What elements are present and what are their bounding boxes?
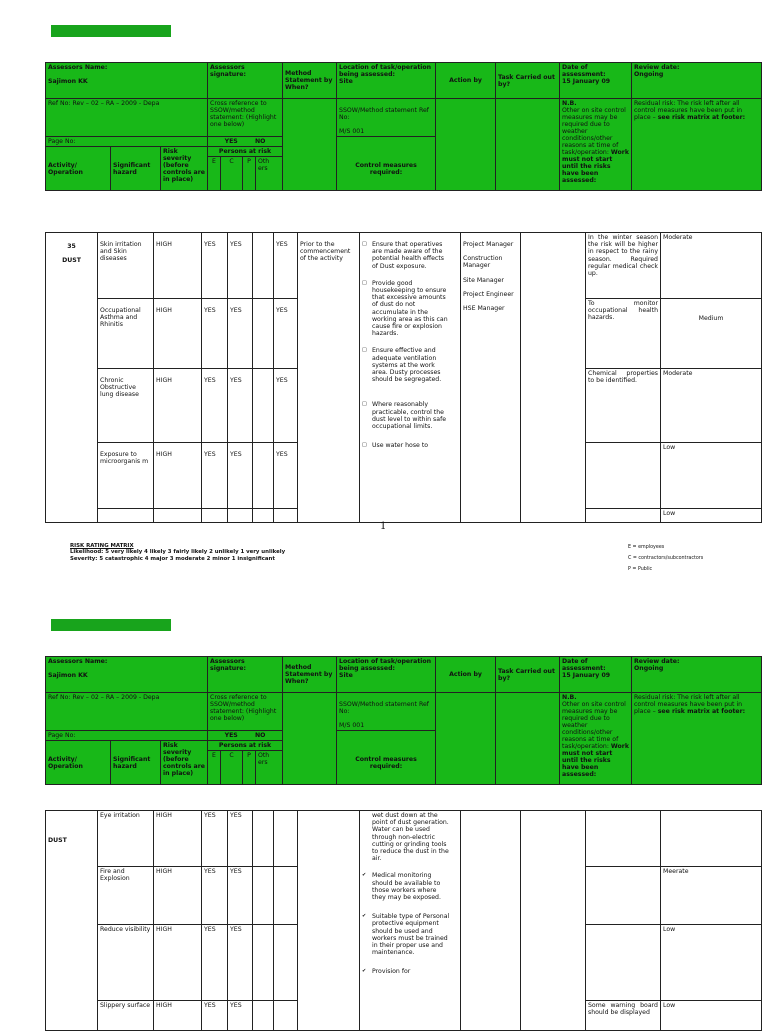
- residual-risk: Moderate: [661, 369, 762, 443]
- assessors-name-cell: [46, 657, 208, 693]
- page-no: Page No:: [46, 731, 208, 741]
- activity-label: Activity/ Operation: [46, 741, 111, 785]
- task-note: [586, 925, 661, 1001]
- e-value: YES: [202, 925, 228, 1001]
- others-value: YES: [274, 233, 298, 299]
- risk-matrix-title: RISK RATING MATRIX: [70, 543, 134, 549]
- control-item: ✔ Suitable type of Personal protective equipment should be used and workers must be trained in their proper use and maintenance.: [362, 913, 450, 957]
- action-by-item: Project Manager: [463, 241, 514, 248]
- cross-ref: Cross reference to SSOW/method statement: (Highlight one below): [208, 693, 283, 731]
- ssow-ref: SSOW/Method statement Ref No:: [339, 701, 429, 715]
- assessors-name: Sajimon KK: [48, 78, 88, 85]
- task-note: [586, 867, 661, 925]
- assessors-signature-label: Assessors signature:: [208, 63, 283, 99]
- residual-risk: Low: [661, 509, 762, 523]
- controls-cell: [360, 233, 461, 523]
- page1-header-table: [45, 62, 762, 191]
- assessors-name-cell: [46, 63, 208, 99]
- nb-text: Other on site control measures may be required due to weather conditions/other reasons at time of task/operation:: [562, 107, 626, 156]
- col-c: C: [221, 157, 243, 191]
- ms-ref: M/S 001: [339, 722, 365, 729]
- control-item: ✔ Medical monitoring should be available to those workers where they may be exposed.: [362, 872, 441, 902]
- residual-risk: Low: [661, 443, 762, 509]
- severity-text: HIGH: [154, 811, 202, 867]
- control-item: □ Where reasonably practicable, control the dust level to within safe occupational limits.: [362, 401, 447, 431]
- hazard-text: Reduce visibility: [98, 925, 154, 1001]
- residual-risk: Low: [661, 1001, 762, 1031]
- legend-employees: E = employees: [628, 545, 665, 550]
- c-value: YES: [228, 443, 253, 509]
- e-value: YES: [202, 369, 228, 443]
- bullet-box-icon: □: [362, 279, 367, 286]
- severity-text: HIGH: [154, 233, 202, 299]
- control-item: ✔ Provision for: [362, 968, 411, 976]
- col-p: P: [243, 157, 256, 191]
- task-carried-label: Task Carried out by?: [496, 63, 560, 99]
- assessors-signature-label: Assessors signature:: [208, 657, 283, 693]
- method-statement-label: Method Statement by When?: [283, 657, 337, 693]
- hazard-text: Slippery surface: [98, 1001, 154, 1031]
- ref-no: Ref No: Rev – 02 – RA – 2009 - Depa: [46, 693, 208, 731]
- severity-text: HIGH: [154, 1001, 202, 1031]
- control-measures-label: Control measures required:: [337, 731, 436, 785]
- bullet-box-icon: □: [362, 347, 367, 354]
- hazard-text: Eye irritation: [98, 811, 154, 867]
- control-item: □ Provide good housekeeping to ensure that excessive amounts of dust do not accumulate in the working area as this can cause fire or explosion hazards.: [362, 279, 448, 338]
- activity-cell: [46, 233, 98, 523]
- review-cell: [632, 657, 762, 693]
- activity-label: Activity/ Operation: [46, 147, 111, 191]
- c-value: YES: [228, 867, 253, 925]
- residual-text: Residual risk: The risk left after all control measures have been put in place –: [634, 100, 743, 121]
- assessors-name-label: Assessors Name:: [48, 658, 108, 665]
- controls-cell: [360, 811, 461, 1031]
- date-cell: [560, 657, 632, 693]
- task-note: [586, 443, 661, 509]
- c-value: YES: [228, 369, 253, 443]
- c-value: YES: [228, 811, 253, 867]
- page2-header-table: [45, 656, 762, 785]
- review-value: Ongoing: [634, 665, 664, 672]
- ssow-ref: SSOW/Method statement Ref No:: [339, 107, 429, 121]
- severity-text: HIGH: [154, 443, 202, 509]
- nb-cell: [560, 99, 632, 191]
- residual-risk: Low: [661, 925, 762, 1001]
- legend-contractors: C = contractors/subcontractors: [628, 556, 704, 561]
- c-value: YES: [228, 299, 253, 369]
- ref-no: Ref No: Rev – 02 – RA – 2009 - Depa: [46, 99, 208, 137]
- location-label: Location of task/operation being assessed:: [339, 658, 432, 672]
- date-label: Date of assessment:: [562, 658, 606, 672]
- persons-at-risk-label: Persons at risk: [208, 741, 283, 751]
- review-label: Review date:: [634, 64, 680, 71]
- page-no: Page No:: [46, 137, 208, 147]
- control-item: □ Ensure effective and adequate ventilation systems at the work area. Dusty processes should be segregated.: [362, 347, 442, 384]
- page1-body-table: [45, 232, 762, 523]
- task-note: Chemical properties to be identified.: [586, 369, 661, 443]
- risk-matrix-severity: Severity: 5 catastrophic 4 major 3 moderate 2 minor 1 insignificant: [70, 555, 275, 562]
- yes-label: YES: [224, 732, 238, 739]
- col-c: C: [221, 751, 243, 785]
- task-note: Some warning board should be displayed: [586, 1001, 661, 1031]
- bullet-box-icon: □: [362, 401, 367, 408]
- hazard-text: Exposure to microorganis m: [98, 443, 154, 509]
- residual-cell: [632, 99, 762, 191]
- date-cell: [560, 63, 632, 99]
- c-value: YES: [228, 233, 253, 299]
- col-others: Oth ers: [256, 157, 283, 191]
- location-site: Site: [339, 78, 353, 85]
- bullet-box-icon: □: [362, 442, 367, 449]
- checkmark-icon: ✔: [362, 968, 367, 975]
- action-by-label: Action by: [436, 63, 496, 99]
- risk-matrix: [70, 543, 285, 562]
- review-value: Ongoing: [634, 71, 664, 78]
- checkmark-icon: ✔: [362, 913, 367, 920]
- action-by-item: Construction Manager: [463, 255, 503, 270]
- residual-bold: see risk matrix at footer:: [657, 708, 746, 715]
- persons-at-risk-label: Persons at risk: [208, 147, 283, 157]
- checkmark-icon: ✔: [362, 872, 367, 879]
- hazard-text: Chronic Obstructive lung disease: [98, 369, 154, 443]
- task-note: In the winter season the risk will be higher in respect to the rainy season. Required regular medical check up.: [586, 233, 661, 299]
- hazard-label: Significant hazard: [111, 147, 161, 191]
- location-label: Location of task/operation being assessed:: [339, 64, 432, 78]
- assessors-name: Sajimon KK: [48, 672, 88, 679]
- task-carried-label: Task Carried out by?: [496, 657, 560, 693]
- ms-ref: M/S 001: [339, 128, 365, 135]
- page-number: 1: [380, 521, 387, 532]
- hazard-text: Skin irritation and Skin diseases: [98, 233, 154, 299]
- action-by-item: HSE Manager: [463, 305, 505, 313]
- residual-text: Residual risk: The risk left after all control measures have been put in place –: [634, 694, 743, 715]
- action-by-label: Action by: [436, 657, 496, 693]
- action-by-item: Project Engineer: [463, 290, 514, 298]
- residual-risk: Moderate: [661, 233, 762, 299]
- control-item: □ Ensure that operatives are made aware of the potential health effects of Dust exposure.: [362, 241, 444, 270]
- others-value: YES: [274, 299, 298, 369]
- no-label: NO: [255, 138, 266, 145]
- task-note: To monitor occupational health hazards.: [586, 299, 661, 369]
- persons-legend: [628, 542, 703, 575]
- location-cell: [337, 63, 436, 99]
- cross-ref: Cross reference to SSOW/method statement: (Highlight one below): [208, 99, 283, 137]
- timing-text: Prior to the commencement of the activity: [298, 233, 360, 523]
- action-by-item: Site Manager: [463, 276, 504, 284]
- col-others: Oth ers: [256, 751, 283, 785]
- no-label: NO: [255, 732, 266, 739]
- method-statement-label: Method Statement by When?: [283, 63, 337, 99]
- nb-cell: [560, 693, 632, 785]
- date-label: Date of assessment:: [562, 64, 606, 78]
- c-value: YES: [228, 925, 253, 1001]
- col-e: E: [208, 751, 221, 785]
- page2-body-table: [45, 810, 762, 1031]
- activity-name: DUST: [62, 257, 81, 265]
- e-value: YES: [202, 1001, 228, 1031]
- risk-matrix-likelihood: Likelihood: 5 very likely 4 likely 3 fairly likely 2 unlikely 1 very unlikely: [70, 549, 286, 556]
- residual-risk: Meerate: [661, 867, 762, 925]
- date-value: 15 January 09: [562, 672, 611, 679]
- yes-label: YES: [224, 138, 238, 145]
- risk-severity-label: Risk severity (before controls are in place): [161, 147, 208, 191]
- risk-severity-label: Risk severity (before controls are in place): [161, 741, 208, 785]
- page1-green-bar: [51, 25, 171, 37]
- review-cell: [632, 63, 762, 99]
- others-value: YES: [274, 369, 298, 443]
- nb-bold: Work must not start until the risks have been assessed:: [562, 149, 629, 184]
- review-label: Review date:: [634, 658, 680, 665]
- e-value: YES: [202, 443, 228, 509]
- ssow-ref-cell: [337, 693, 436, 731]
- page2-green-bar: [51, 619, 171, 631]
- date-value: 15 January 09: [562, 78, 611, 85]
- control-item: wet dust down at the point of dust generation. Water can be used through non-electric cutting or grinding tools to reduce the dust in the air.: [372, 812, 449, 863]
- location-site: Site: [339, 672, 353, 679]
- activity-name: DUST: [48, 837, 67, 844]
- legend-public: P = Public: [628, 567, 653, 572]
- control-measures-label: Control measures required:: [337, 137, 436, 191]
- residual-cell: [632, 693, 762, 785]
- residual-risk: Medium: [661, 299, 762, 369]
- severity-text: HIGH: [154, 867, 202, 925]
- nb-label: N.B.: [562, 694, 577, 701]
- nb-bold: Work must not start until the risks have been assessed:: [562, 743, 629, 778]
- severity-text: HIGH: [154, 925, 202, 1001]
- severity-text: HIGH: [154, 299, 202, 369]
- residual-bold: see risk matrix at footer:: [657, 114, 746, 121]
- location-cell: [337, 657, 436, 693]
- nb-text: Other on site control measures may be required due to weather conditions/other reasons at time of task/operation:: [562, 701, 626, 750]
- others-value: YES: [274, 443, 298, 509]
- hazard-label: Significant hazard: [111, 741, 161, 785]
- item-no: 35: [67, 243, 76, 250]
- action-by-cell: [461, 233, 521, 523]
- activity-cell: [46, 811, 98, 1031]
- severity-text: HIGH: [154, 369, 202, 443]
- assessors-name-label: Assessors Name:: [48, 64, 108, 71]
- residual-risk: [661, 811, 762, 867]
- ssow-ref-cell: [337, 99, 436, 137]
- nb-label: N.B.: [562, 100, 577, 107]
- hazard-text: Fire and Explosion: [98, 867, 154, 925]
- c-value: YES: [228, 1001, 253, 1031]
- col-e: E: [208, 157, 221, 191]
- hazard-text: Occupational Asthma and Rhinitis: [98, 299, 154, 369]
- e-value: YES: [202, 867, 228, 925]
- e-value: YES: [202, 299, 228, 369]
- e-value: YES: [202, 811, 228, 867]
- control-item: □ Use water hose to: [362, 442, 429, 450]
- e-value: YES: [202, 233, 228, 299]
- task-note: [586, 811, 661, 867]
- col-p: P: [243, 751, 256, 785]
- bullet-box-icon: □: [362, 241, 367, 247]
